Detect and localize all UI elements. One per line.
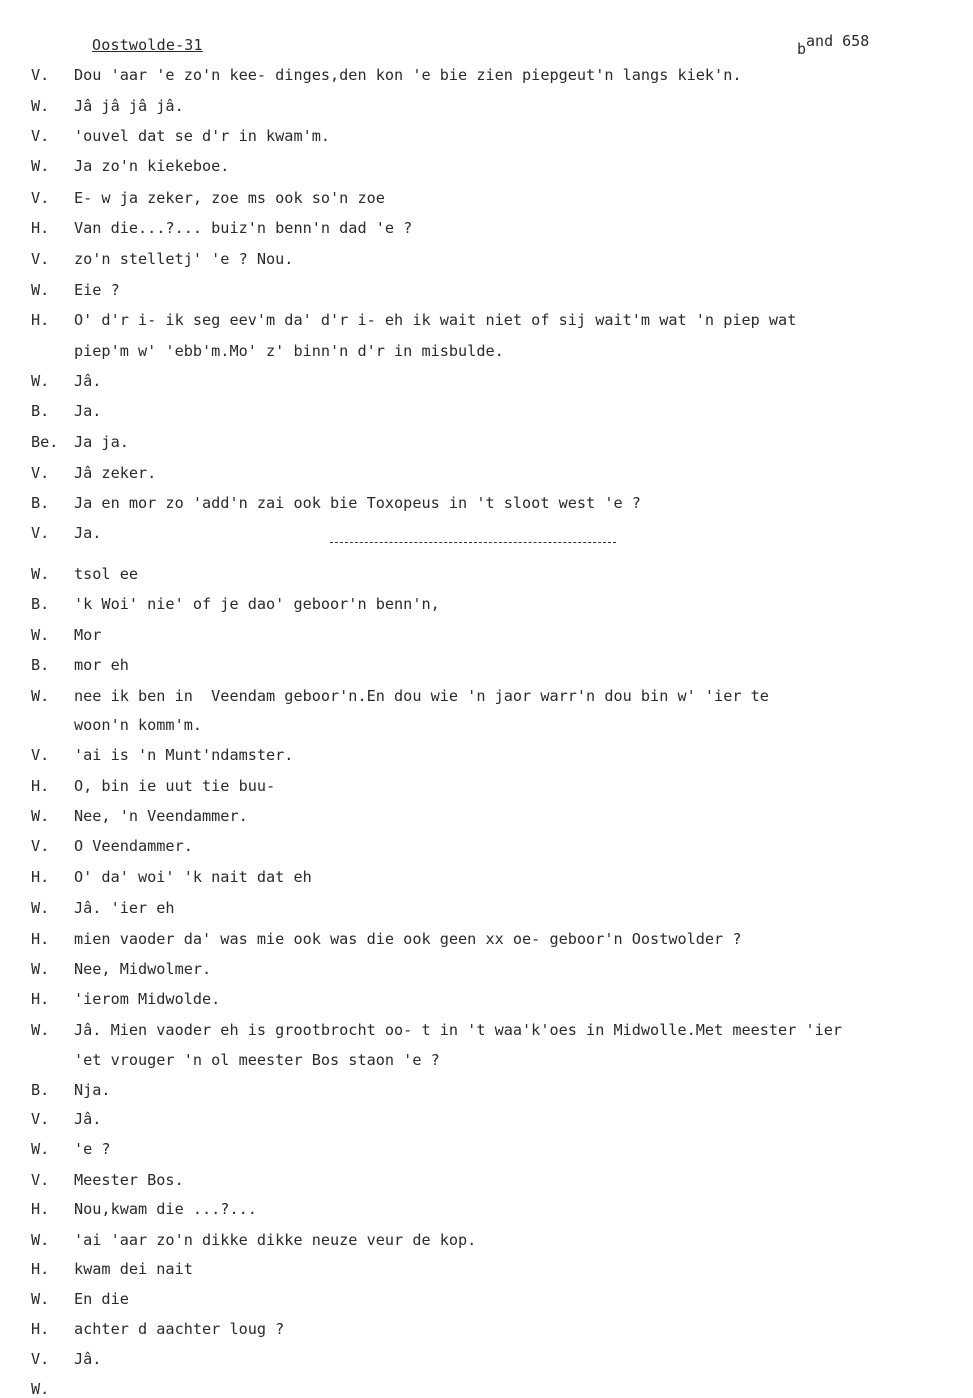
page-title: Oostwolde-31: [92, 36, 203, 54]
line-text: Nou,kwam die ...?...: [74, 1200, 257, 1218]
line-text: Meester Bos.: [74, 1171, 184, 1189]
speaker-label: B.: [31, 402, 50, 420]
speaker-label: W.: [31, 372, 50, 390]
speaker-label: V.: [31, 1350, 50, 1368]
line-text: 'e ?: [74, 1140, 111, 1158]
line-text: Mor: [74, 626, 102, 644]
speaker-label: B.: [31, 595, 50, 613]
line-text: Jâ.: [74, 372, 102, 390]
speaker-label: V.: [31, 746, 50, 764]
speaker-label: H.: [31, 1260, 50, 1278]
speaker-label: W.: [31, 1021, 50, 1039]
line-text: Nja.: [74, 1081, 111, 1099]
speaker-label: V.: [31, 66, 50, 84]
speaker-label: W.: [31, 807, 50, 825]
speaker-label: H.: [31, 990, 50, 1008]
speaker-label: V.: [31, 1171, 50, 1189]
line-text: E- w ja zeker, zoe ms ook so'n zoe: [74, 189, 385, 207]
line-text: nee ik ben in Veendam geboor'n.En dou wie 'n jaor warr'n dou bin w' 'ier te: [74, 687, 769, 705]
speaker-label: W.: [31, 565, 50, 583]
speaker-label: H.: [31, 868, 50, 886]
line-text: Nee, Midwolmer.: [74, 960, 212, 978]
speaker-label: W.: [31, 1290, 50, 1308]
speaker-label: W.: [31, 687, 50, 705]
speaker-label: W.: [31, 1380, 50, 1398]
speaker-label: V.: [31, 189, 50, 207]
line-text: Ja zo'n kiekeboe.: [74, 157, 230, 175]
line-text: Jâ.: [74, 1110, 102, 1128]
line-text: Jâ.: [74, 1350, 102, 1368]
line-text: Eie ?: [74, 281, 120, 299]
speaker-label: B.: [31, 1081, 50, 1099]
band-label: and 658: [806, 32, 870, 50]
line-text: Ja en mor zo 'add'n zai ook bie Toxopeus in 't sloot west 'e ?: [74, 494, 641, 512]
line-text: zo'n stelletj' 'e ? Nou.: [74, 250, 294, 268]
band-number: [797, 32, 870, 58]
speaker-label: V.: [31, 524, 50, 542]
line-text: 'ierom Midwolde.: [74, 990, 221, 1008]
speaker-label: W.: [31, 899, 50, 917]
line-text: tsol ee: [74, 565, 139, 583]
speaker-label: H.: [31, 1320, 50, 1338]
line-text: Dou 'aar 'e zo'n kee- dinges,den kon 'e bie zien piepgeut'n langs kiek'n.: [74, 66, 742, 84]
speaker-label: B.: [31, 494, 50, 512]
speaker-label: V.: [31, 837, 50, 855]
line-text: Jâ zeker.: [74, 464, 157, 482]
line-text: Nee, 'n Veendammer.: [74, 807, 248, 825]
speaker-label: W.: [31, 97, 50, 115]
speaker-label: H.: [31, 219, 50, 237]
line-text: O' da' woi' 'k nait dat eh: [74, 868, 312, 886]
speaker-label: V.: [31, 127, 50, 145]
speaker-label: V.: [31, 250, 50, 268]
line-text: 'ai is 'n Munt'ndamster.: [74, 746, 294, 764]
speaker-label: V.: [31, 464, 50, 482]
speaker-label: Be.: [31, 433, 59, 451]
speaker-label: W.: [31, 1140, 50, 1158]
speaker-label: H.: [31, 1200, 50, 1218]
line-text: 'ouvel dat se d'r in kwam'm.: [74, 127, 331, 145]
line-text: 'ai 'aar zo'n dikke dikke neuze veur de kop.: [74, 1231, 477, 1249]
line-text: mor eh: [74, 656, 129, 674]
line-text: Jâ jâ jâ jâ.: [74, 97, 184, 115]
band-prefix: b: [797, 40, 807, 58]
line-text: Jâ. Mien vaoder eh is grootbrocht oo- t in 't waa'k'oes in Midwolle.Met meester 'ier: [74, 1021, 843, 1039]
line-text: En die: [74, 1290, 129, 1308]
line-text: kwam dei nait: [74, 1260, 193, 1278]
line-text: O Veendammer.: [74, 837, 193, 855]
line-text: O' d'r i- ik seg eev'm da' d'r i- eh ik wait niet of sij wait'm wat 'n piep wat: [74, 311, 797, 329]
speaker-label: W.: [31, 157, 50, 175]
line-text: Ja.: [74, 524, 102, 542]
line-text: 'k Woi' nie' of je dao' geboor'n benn'n,: [74, 595, 440, 613]
speaker-label: W.: [31, 281, 50, 299]
speaker-label: W.: [31, 626, 50, 644]
line-text: 'et vrouger 'n ol meester Bos staon 'e ?: [74, 1051, 440, 1069]
line-text: mien vaoder da' was mie ook was die ook geen xx oe- geboor'n Oostwolder ?: [74, 930, 742, 948]
speaker-label: H.: [31, 930, 50, 948]
line-text: achter d aachter loug ?: [74, 1320, 285, 1338]
line-text: piep'm w' 'ebb'm.Mo' z' binn'n d'r in misbulde.: [74, 342, 504, 360]
line-text: woon'n komm'm.: [74, 716, 203, 734]
section-separator: [330, 542, 616, 543]
speaker-label: H.: [31, 311, 50, 329]
line-text: Ja ja.: [74, 433, 129, 451]
line-text: Jâ. 'ier eh: [74, 899, 175, 917]
speaker-label: W.: [31, 1231, 50, 1249]
speaker-label: V.: [31, 1110, 50, 1128]
line-text: O, bin ie uut tie buu-: [74, 777, 276, 795]
line-text: Ja.: [74, 402, 102, 420]
speaker-label: H.: [31, 777, 50, 795]
speaker-label: B.: [31, 656, 50, 674]
line-text: Van die...?... buiz'n benn'n dad 'e ?: [74, 219, 413, 237]
speaker-label: W.: [31, 960, 50, 978]
